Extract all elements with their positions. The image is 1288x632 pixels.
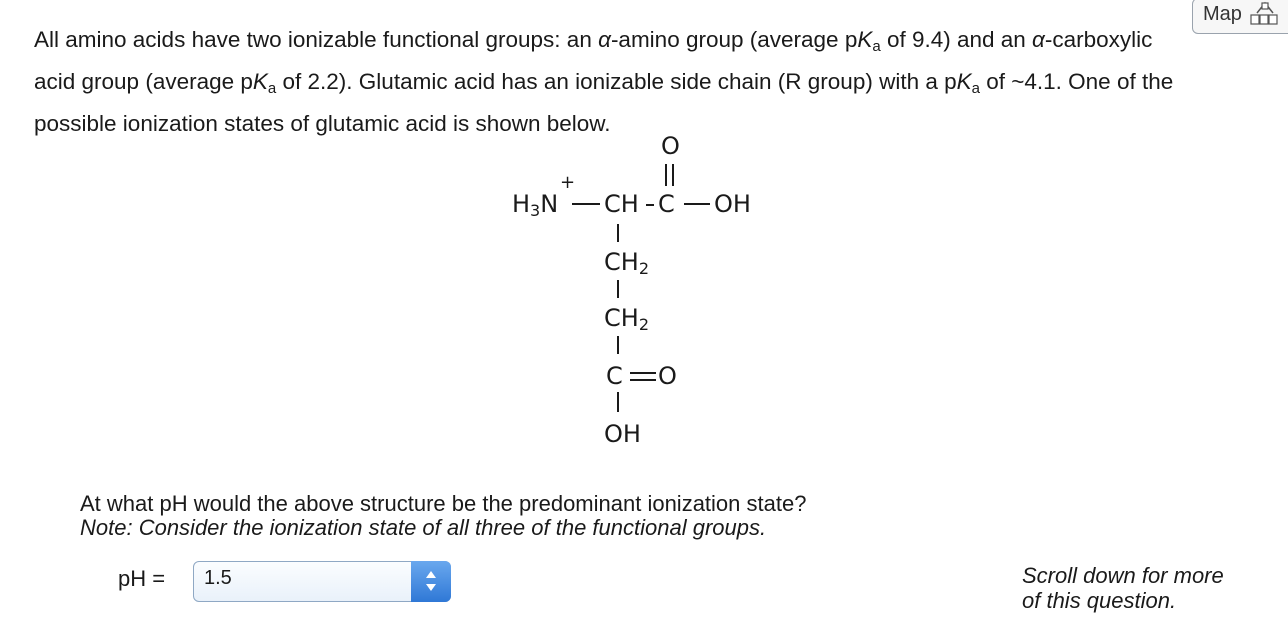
methylene-1: CH2 — [604, 248, 649, 278]
carboxyl-oxygen: O — [661, 132, 680, 160]
double-bond-line — [665, 164, 667, 186]
k-symbol: K — [252, 69, 268, 94]
amino-group: H3N — [512, 190, 559, 220]
alpha-symbol: α — [598, 27, 611, 52]
scroll-note-line: of this question. — [1022, 588, 1177, 613]
bond-ch-ch2 — [617, 224, 619, 242]
a-subscript: a — [971, 80, 980, 97]
intro-text: of 9.4) and an — [880, 27, 1033, 52]
intro-text: of ~4.1. One of the possible ionization states of glutamic acid is shown below. — [34, 69, 1174, 136]
periodic-table-icon — [1243, 0, 1283, 33]
methylene-2: CH2 — [604, 304, 649, 334]
intro-text: All amino acids have two ionizable functional groups: an — [34, 27, 599, 52]
map-button[interactable] — [1192, 0, 1288, 34]
glutamic-acid-structure — [500, 130, 820, 460]
k-symbol: K — [857, 27, 873, 52]
dropdown-arrows[interactable] — [411, 561, 451, 602]
bond-n-ch — [572, 203, 600, 205]
a-subscript: a — [872, 38, 881, 55]
bond-c-oh — [617, 392, 619, 412]
intro-text: of 2.2). Glutamic acid has an ionizable side chain (R group) with a p — [276, 69, 957, 94]
intro-text: -amino group (average p — [610, 27, 858, 52]
double-bond-line — [630, 379, 656, 381]
alpha-symbol: α — [1032, 27, 1045, 52]
k-symbol: K — [956, 69, 972, 94]
question-note: Note: Consider the ionization state of all three of the functional groups. — [80, 515, 767, 540]
intro-paragraph — [34, 22, 1184, 141]
bond-ch2-ch2 — [617, 280, 619, 298]
a-subscript: a — [267, 80, 277, 97]
side-chain-carbon: C — [606, 362, 623, 390]
carboxyl-oh: OH — [714, 190, 751, 218]
alpha-carbon: CH — [604, 190, 639, 218]
ph-label: pH = — [118, 566, 166, 591]
ph-selected-value: 1.5 — [204, 567, 232, 589]
bond-ch-c — [646, 204, 654, 206]
ph-dropdown[interactable] — [193, 561, 451, 602]
double-bond-line — [672, 164, 674, 186]
bond-ch2-c — [617, 336, 619, 354]
bond-c-oh — [684, 203, 710, 205]
plus-charge: + — [560, 172, 576, 193]
question-text — [80, 492, 806, 540]
side-chain-oh: OH — [604, 420, 641, 448]
carboxyl-carbon: C — [658, 190, 675, 218]
up-down-arrow-icon — [425, 569, 437, 593]
double-bond-line — [630, 372, 656, 374]
intro-text: -carboxylic acid group (average p — [34, 27, 1153, 94]
map-button-label: Map — [1203, 3, 1242, 25]
scroll-note-line: Scroll down for more — [1022, 563, 1224, 588]
question-line: At what pH would the above structure be the predominant ionization state? — [80, 491, 807, 516]
side-chain-oxygen: O — [658, 362, 677, 390]
scroll-note — [1022, 563, 1224, 613]
